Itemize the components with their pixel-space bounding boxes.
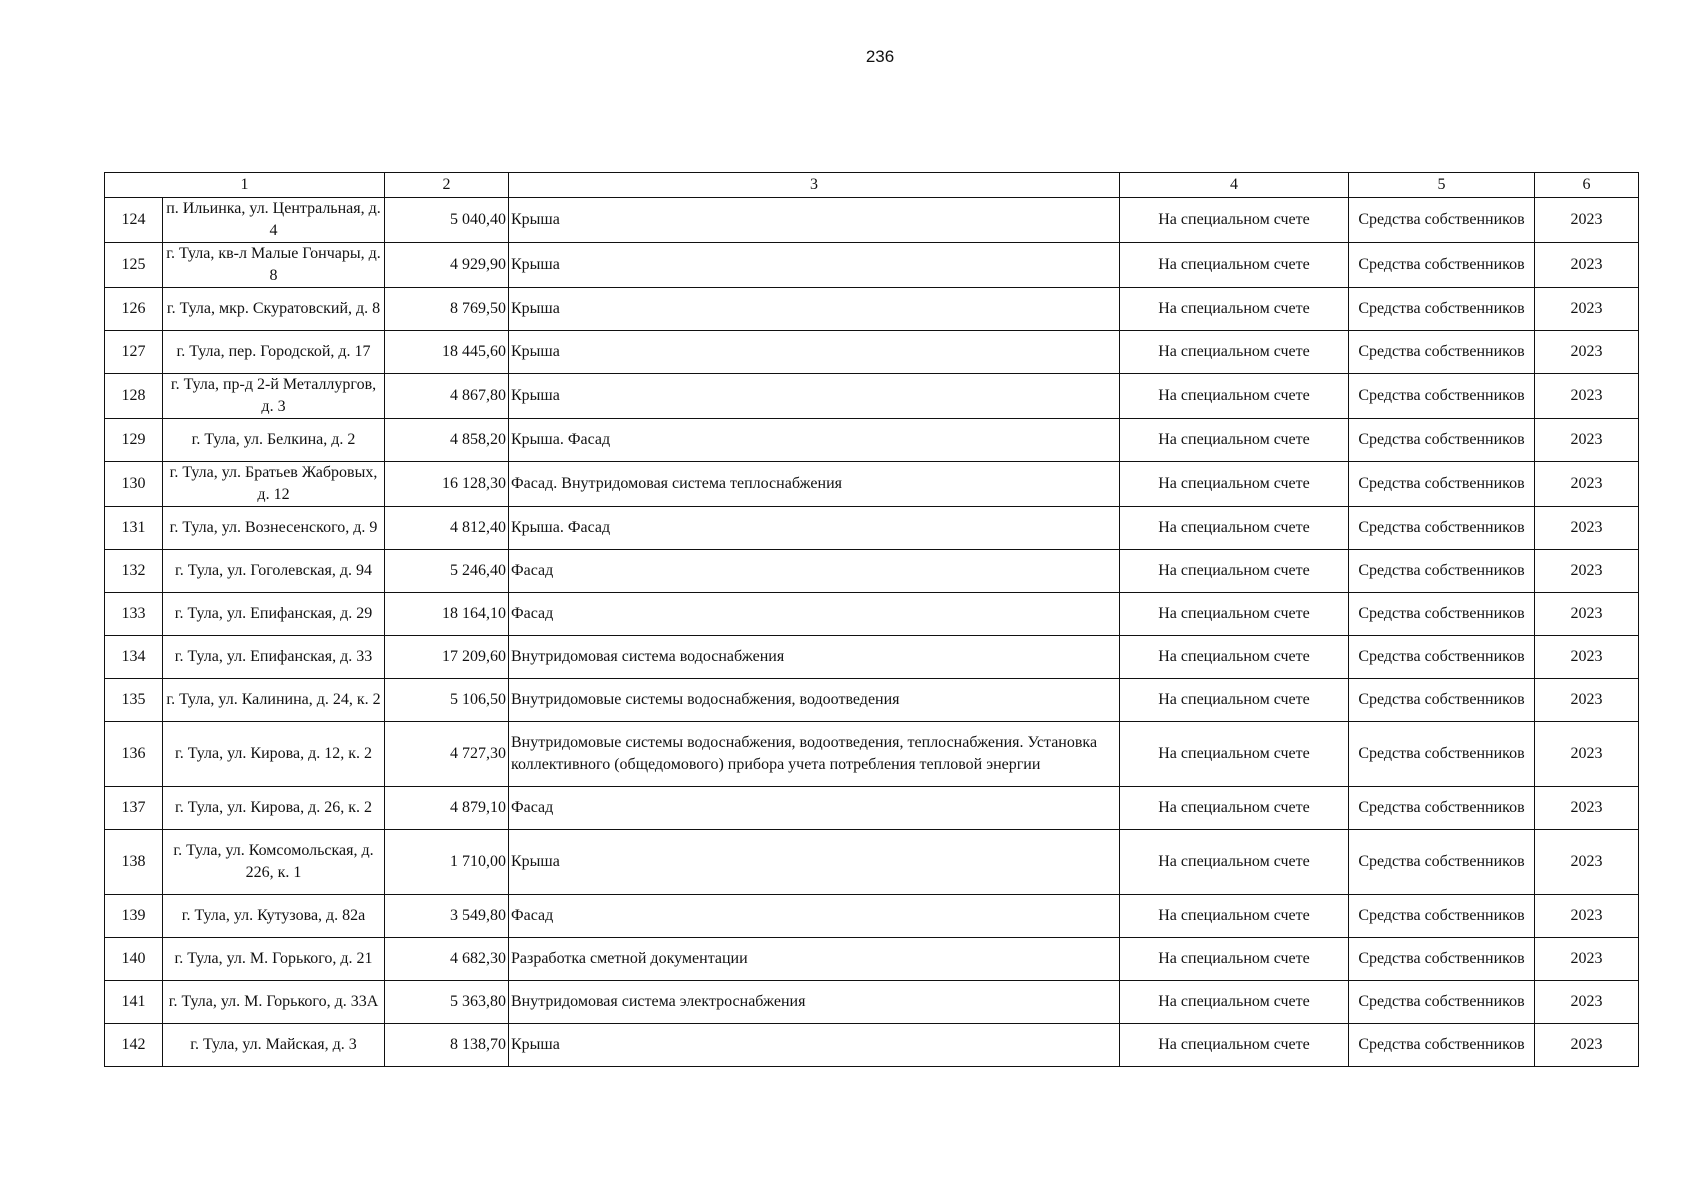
funding-source-cell: Средства собственников (1349, 636, 1535, 679)
table-body (105, 173, 1639, 1067)
table-row (105, 981, 1639, 1024)
table-row (105, 243, 1639, 288)
year-cell: 2023 (1535, 593, 1639, 636)
area-cell: 8 138,70 (385, 1024, 509, 1067)
funding-method-cell: На специальном счете (1120, 331, 1349, 374)
year-cell: 2023 (1535, 938, 1639, 981)
area-cell: 18 164,10 (385, 593, 509, 636)
works-cell: Крыша (509, 243, 1120, 288)
year-cell: 2023 (1535, 636, 1639, 679)
funding-method-cell: На специальном счете (1120, 243, 1349, 288)
funding-source-cell: Средства собственников (1349, 830, 1535, 895)
works-cell: Крыша. Фасад (509, 419, 1120, 462)
funding-method-cell: На специальном счете (1120, 550, 1349, 593)
row-number-cell: 139 (105, 895, 163, 938)
address-cell: г. Тула, ул. Кирова, д. 26, к. 2 (163, 787, 385, 830)
area-cell: 18 445,60 (385, 331, 509, 374)
address-cell: г. Тула, ул. Майская, д. 3 (163, 1024, 385, 1067)
area-cell: 4 929,90 (385, 243, 509, 288)
works-cell: Фасад (509, 550, 1120, 593)
row-number-cell: 137 (105, 787, 163, 830)
table-row (105, 331, 1639, 374)
area-cell: 5 363,80 (385, 981, 509, 1024)
funding-method-cell: На специальном счете (1120, 593, 1349, 636)
header-col-1: 1 (105, 173, 385, 198)
row-number-cell: 124 (105, 198, 163, 243)
works-cell: Фасад (509, 787, 1120, 830)
funding-method-cell: На специальном счете (1120, 1024, 1349, 1067)
year-cell: 2023 (1535, 981, 1639, 1024)
header-col-5: 5 (1349, 173, 1535, 198)
works-cell: Разработка сметной документации (509, 938, 1120, 981)
area-cell: 1 710,00 (385, 830, 509, 895)
row-number-cell: 132 (105, 550, 163, 593)
funding-source-cell: Средства собственников (1349, 1024, 1535, 1067)
funding-source-cell: Средства собственников (1349, 462, 1535, 507)
table-row (105, 830, 1639, 895)
address-cell: г. Тула, ул. Белкина, д. 2 (163, 419, 385, 462)
area-cell: 16 128,30 (385, 462, 509, 507)
row-number-cell: 135 (105, 679, 163, 722)
address-cell: г. Тула, ул. Комсомольская, д. 226, к. 1 (163, 830, 385, 895)
funding-method-cell: На специальном счете (1120, 419, 1349, 462)
area-cell: 4 879,10 (385, 787, 509, 830)
address-cell: п. Ильинка, ул. Центральная, д. 4 (163, 198, 385, 243)
year-cell: 2023 (1535, 243, 1639, 288)
row-number-cell: 130 (105, 462, 163, 507)
column-number-row (105, 173, 1639, 198)
header-col-3: 3 (509, 173, 1120, 198)
funding-method-cell: На специальном счете (1120, 679, 1349, 722)
address-cell: г. Тула, ул. Епифанская, д. 29 (163, 593, 385, 636)
table-row (105, 462, 1639, 507)
address-cell: г. Тула, ул. Гоголевская, д. 94 (163, 550, 385, 593)
year-cell: 2023 (1535, 722, 1639, 787)
table-row (105, 593, 1639, 636)
works-cell: Внутридомовая система водоснабжения (509, 636, 1120, 679)
funding-method-cell: На специальном счете (1120, 895, 1349, 938)
table-row (105, 679, 1639, 722)
row-number-cell: 136 (105, 722, 163, 787)
works-cell: Внутридомовые системы водоснабжения, водоотведения (509, 679, 1120, 722)
works-cell: Крыша (509, 830, 1120, 895)
page-number: 236 (865, 47, 895, 66)
row-number-cell: 141 (105, 981, 163, 1024)
area-cell: 4 727,30 (385, 722, 509, 787)
year-cell: 2023 (1535, 895, 1639, 938)
works-cell: Фасад (509, 895, 1120, 938)
address-cell: г. Тула, пер. Городской, д. 17 (163, 331, 385, 374)
address-cell: г. Тула, ул. М. Горького, д. 33А (163, 981, 385, 1024)
address-cell: г. Тула, ул. Кутузова, д. 82а (163, 895, 385, 938)
funding-method-cell: На специальном счете (1120, 722, 1349, 787)
address-cell: г. Тула, ул. Кирова, д. 12, к. 2 (163, 722, 385, 787)
address-cell: г. Тула, ул. Епифанская, д. 33 (163, 636, 385, 679)
header-col-4: 4 (1120, 173, 1349, 198)
funding-method-cell: На специальном счете (1120, 981, 1349, 1024)
address-cell: г. Тула, ул. Братьев Жабровых, д. 12 (163, 462, 385, 507)
funding-source-cell: Средства собственников (1349, 722, 1535, 787)
works-cell: Крыша (509, 288, 1120, 331)
funding-method-cell: На специальном счете (1120, 787, 1349, 830)
year-cell: 2023 (1535, 679, 1639, 722)
area-cell: 17 209,60 (385, 636, 509, 679)
address-cell: г. Тула, ул. Вознесенского, д. 9 (163, 507, 385, 550)
row-number-cell: 142 (105, 1024, 163, 1067)
row-number-cell: 134 (105, 636, 163, 679)
table-row (105, 374, 1639, 419)
row-number-cell: 138 (105, 830, 163, 895)
funding-source-cell: Средства собственников (1349, 243, 1535, 288)
row-number-cell: 131 (105, 507, 163, 550)
area-cell: 3 549,80 (385, 895, 509, 938)
area-cell: 4 682,30 (385, 938, 509, 981)
year-cell: 2023 (1535, 1024, 1639, 1067)
funding-source-cell: Средства собственников (1349, 787, 1535, 830)
table-row (105, 419, 1639, 462)
year-cell: 2023 (1535, 462, 1639, 507)
address-cell: г. Тула, кв-л Малые Гончары, д. 8 (163, 243, 385, 288)
row-number-cell: 129 (105, 419, 163, 462)
funding-source-cell: Средства собственников (1349, 419, 1535, 462)
capital-repair-table (104, 172, 1639, 1067)
area-cell: 5 106,50 (385, 679, 509, 722)
row-number-cell: 125 (105, 243, 163, 288)
row-number-cell: 127 (105, 331, 163, 374)
year-cell: 2023 (1535, 787, 1639, 830)
funding-source-cell: Средства собственников (1349, 374, 1535, 419)
address-cell: г. Тула, ул. М. Горького, д. 21 (163, 938, 385, 981)
row-number-cell: 128 (105, 374, 163, 419)
works-cell: Внутридомовая система электроснабжения (509, 981, 1120, 1024)
row-number-cell: 126 (105, 288, 163, 331)
address-cell: г. Тула, ул. Калинина, д. 24, к. 2 (163, 679, 385, 722)
funding-source-cell: Средства собственников (1349, 938, 1535, 981)
year-cell: 2023 (1535, 288, 1639, 331)
table-row (105, 550, 1639, 593)
funding-method-cell: На специальном счете (1120, 374, 1349, 419)
funding-source-cell: Средства собственников (1349, 507, 1535, 550)
header-col-2: 2 (385, 173, 509, 198)
year-cell: 2023 (1535, 419, 1639, 462)
funding-method-cell: На специальном счете (1120, 462, 1349, 507)
year-cell: 2023 (1535, 198, 1639, 243)
funding-source-cell: Средства собственников (1349, 198, 1535, 243)
table-row (105, 787, 1639, 830)
table-row (105, 636, 1639, 679)
table-row (105, 895, 1639, 938)
header-col-6: 6 (1535, 173, 1639, 198)
address-cell: г. Тула, пр-д 2-й Металлургов, д. 3 (163, 374, 385, 419)
year-cell: 2023 (1535, 550, 1639, 593)
funding-source-cell: Средства собственников (1349, 593, 1535, 636)
address-cell: г. Тула, мкр. Скуратовский, д. 8 (163, 288, 385, 331)
funding-source-cell: Средства собственников (1349, 895, 1535, 938)
works-cell: Фасад. Внутридомовая система теплоснабжения (509, 462, 1120, 507)
table-row (105, 507, 1639, 550)
area-cell: 4 867,80 (385, 374, 509, 419)
funding-method-cell: На специальном счете (1120, 507, 1349, 550)
works-cell: Крыша (509, 1024, 1120, 1067)
works-cell: Крыша. Фасад (509, 507, 1120, 550)
table-row (105, 288, 1639, 331)
works-cell: Крыша (509, 198, 1120, 243)
works-cell: Крыша (509, 374, 1120, 419)
area-cell: 5 246,40 (385, 550, 509, 593)
table-row (105, 722, 1639, 787)
funding-source-cell: Средства собственников (1349, 331, 1535, 374)
funding-method-cell: На специальном счете (1120, 636, 1349, 679)
row-number-cell: 133 (105, 593, 163, 636)
funding-method-cell: На специальном счете (1120, 830, 1349, 895)
works-cell: Внутридомовые системы водоснабжения, водоотведения, теплоснабжения. Установка коллективного (общедомового) прибора учета потребления тепловой энергии (509, 722, 1120, 787)
year-cell: 2023 (1535, 507, 1639, 550)
area-cell: 8 769,50 (385, 288, 509, 331)
funding-source-cell: Средства собственников (1349, 679, 1535, 722)
funding-source-cell: Средства собственников (1349, 288, 1535, 331)
funding-method-cell: На специальном счете (1120, 938, 1349, 981)
table-row (105, 938, 1639, 981)
funding-method-cell: На специальном счете (1120, 198, 1349, 243)
table-row (105, 1024, 1639, 1067)
funding-source-cell: Средства собственников (1349, 981, 1535, 1024)
works-cell: Крыша (509, 331, 1120, 374)
works-cell: Фасад (509, 593, 1120, 636)
area-cell: 5 040,40 (385, 198, 509, 243)
funding-method-cell: На специальном счете (1120, 288, 1349, 331)
year-cell: 2023 (1535, 830, 1639, 895)
funding-source-cell: Средства собственников (1349, 550, 1535, 593)
area-cell: 4 812,40 (385, 507, 509, 550)
year-cell: 2023 (1535, 374, 1639, 419)
area-cell: 4 858,20 (385, 419, 509, 462)
year-cell: 2023 (1535, 331, 1639, 374)
row-number-cell: 140 (105, 938, 163, 981)
table-row (105, 198, 1639, 243)
